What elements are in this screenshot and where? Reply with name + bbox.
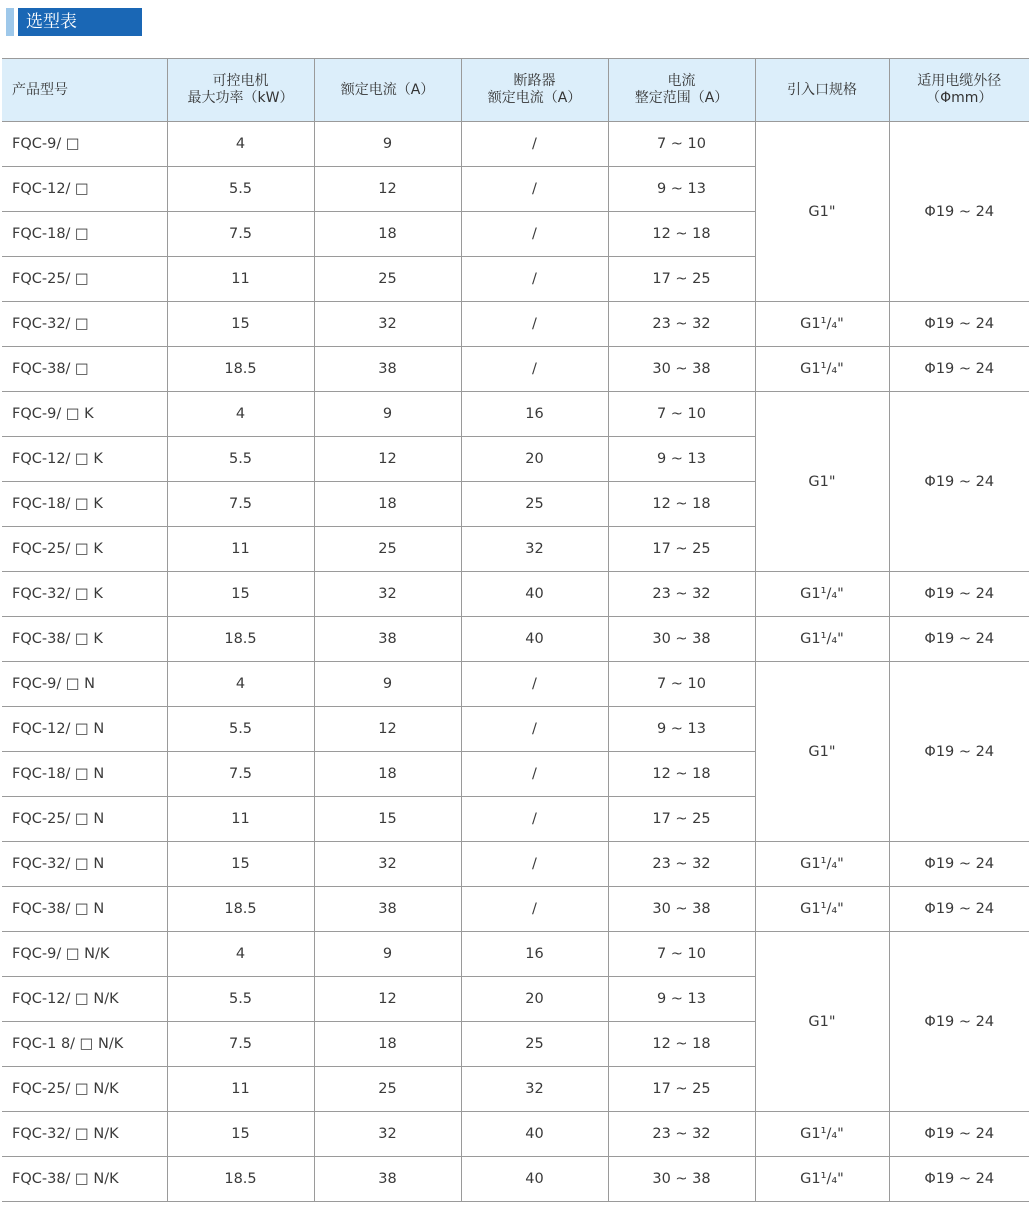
header-breaker: [461, 59, 608, 122]
cell-current: 38: [314, 887, 461, 932]
cell-power: 5.5: [167, 977, 314, 1022]
cell-breaker: /: [461, 842, 608, 887]
cell-model: FQC-12/ □: [2, 167, 167, 212]
cell-breaker: /: [461, 122, 608, 167]
cell-model: FQC-9/ □ N: [2, 662, 167, 707]
cell-current: 38: [314, 617, 461, 662]
cell-range: 9 ~ 13: [608, 437, 755, 482]
cell-breaker: /: [461, 212, 608, 257]
cell-breaker: 25: [461, 482, 608, 527]
cell-model: FQC-25/ □: [2, 257, 167, 302]
cell-range: 9 ~ 13: [608, 977, 755, 1022]
cell-model: FQC-32/ □ K: [2, 572, 167, 617]
cell-cable: Φ19 ~ 24: [889, 617, 1029, 662]
cell-model: FQC-9/ □ K: [2, 392, 167, 437]
cell-model: FQC-25/ □ N: [2, 797, 167, 842]
cell-model: FQC-12/ □ N/K: [2, 977, 167, 1022]
cell-breaker: /: [461, 752, 608, 797]
header-model: [2, 59, 167, 122]
cell-model: FQC-9/ □: [2, 122, 167, 167]
cell-current: 12: [314, 437, 461, 482]
cell-breaker: 40: [461, 572, 608, 617]
cell-power: 7.5: [167, 752, 314, 797]
cell-inlet: G1¹/₄": [755, 842, 889, 887]
table-body: [2, 122, 1029, 1202]
cell-breaker: /: [461, 707, 608, 752]
cell-power: 7.5: [167, 482, 314, 527]
header-cable-line1: 适用电缆外径: [917, 73, 1002, 89]
cell-breaker: 20: [461, 977, 608, 1022]
cell-model: FQC-25/ □ K: [2, 527, 167, 572]
selection-table: [2, 58, 1029, 1202]
cell-power: 5.5: [167, 437, 314, 482]
cell-range: 17 ~ 25: [608, 797, 755, 842]
cell-inlet: G1¹/₄": [755, 617, 889, 662]
cell-range: 12 ~ 18: [608, 752, 755, 797]
cell-model: FQC-18/ □ N: [2, 752, 167, 797]
cell-power: 7.5: [167, 212, 314, 257]
header-power-line1: 可控电机: [212, 73, 269, 89]
cell-power: 11: [167, 1067, 314, 1112]
cell-power: 5.5: [167, 167, 314, 212]
cell-power: 11: [167, 797, 314, 842]
header-range-line2: 整定范围（A）: [634, 90, 729, 106]
cell-cable: Φ19 ~ 24: [889, 887, 1029, 932]
cell-range: 9 ~ 13: [608, 707, 755, 752]
cell-range: 23 ~ 32: [608, 302, 755, 347]
cell-breaker: /: [461, 167, 608, 212]
cell-model: FQC-32/ □: [2, 302, 167, 347]
header-current: [314, 59, 461, 122]
cell-range: 17 ~ 25: [608, 527, 755, 572]
cell-current: 32: [314, 842, 461, 887]
cell-cable: Φ19 ~ 24: [889, 1157, 1029, 1202]
cell-current: 12: [314, 977, 461, 1022]
cell-current: 9: [314, 932, 461, 977]
cell-model: FQC-32/ □ N/K: [2, 1112, 167, 1157]
cell-power: 4: [167, 122, 314, 167]
cell-current: 38: [314, 347, 461, 392]
cell-breaker: 32: [461, 527, 608, 572]
cell-power: 18.5: [167, 617, 314, 662]
cell-range: 30 ~ 38: [608, 887, 755, 932]
cell-power: 18.5: [167, 347, 314, 392]
cell-current: 32: [314, 572, 461, 617]
cell-breaker: 40: [461, 1112, 608, 1157]
cell-range: 30 ~ 38: [608, 347, 755, 392]
table-row: [2, 302, 1029, 347]
cell-power: 11: [167, 527, 314, 572]
cell-breaker: 40: [461, 1157, 608, 1202]
cell-power: 4: [167, 392, 314, 437]
cell-model: FQC-38/ □ N: [2, 887, 167, 932]
cell-current: 18: [314, 212, 461, 257]
cell-model: FQC-9/ □ N/K: [2, 932, 167, 977]
cell-range: 12 ~ 18: [608, 212, 755, 257]
cell-breaker: /: [461, 347, 608, 392]
cell-range: 30 ~ 38: [608, 1157, 755, 1202]
section-title-bar: [6, 8, 142, 36]
cell-range: 30 ~ 38: [608, 617, 755, 662]
cell-range: 17 ~ 25: [608, 257, 755, 302]
cell-power: 5.5: [167, 707, 314, 752]
cell-model: FQC-38/ □: [2, 347, 167, 392]
header-row: [2, 59, 1029, 122]
cell-breaker: 32: [461, 1067, 608, 1112]
cell-power: 15: [167, 572, 314, 617]
table-row: [2, 932, 1029, 977]
cell-model: FQC-18/ □ K: [2, 482, 167, 527]
table-row: [2, 1157, 1029, 1202]
cell-cable: Φ19 ~ 24: [889, 347, 1029, 392]
cell-current: 25: [314, 527, 461, 572]
cell-cable: Φ19 ~ 24: [889, 572, 1029, 617]
cell-power: 4: [167, 662, 314, 707]
table-row: [2, 122, 1029, 167]
cell-inlet: G1¹/₄": [755, 302, 889, 347]
cell-current: 25: [314, 1067, 461, 1112]
cell-current: 12: [314, 167, 461, 212]
cell-power: 7.5: [167, 1022, 314, 1067]
cell-cable: Φ19 ~ 24: [889, 932, 1029, 1112]
header-power-line2: 最大功率（kW）: [187, 90, 294, 106]
table-row: [2, 392, 1029, 437]
table-row: [2, 572, 1029, 617]
cell-inlet: G1¹/₄": [755, 572, 889, 617]
cell-power: 15: [167, 302, 314, 347]
cell-current: 18: [314, 752, 461, 797]
cell-breaker: 25: [461, 1022, 608, 1067]
cell-inlet: G1": [755, 122, 889, 302]
section-title: 选型表: [18, 8, 142, 36]
table-row: [2, 842, 1029, 887]
cell-inlet: G1": [755, 392, 889, 572]
header-inlet: [755, 59, 889, 122]
cell-inlet: G1": [755, 932, 889, 1112]
cell-breaker: 20: [461, 437, 608, 482]
table-row: [2, 887, 1029, 932]
table-row: [2, 662, 1029, 707]
cell-current: 32: [314, 302, 461, 347]
cell-inlet: G1": [755, 662, 889, 842]
cell-range: 7 ~ 10: [608, 392, 755, 437]
cell-breaker: /: [461, 257, 608, 302]
cell-cable: Φ19 ~ 24: [889, 662, 1029, 842]
cell-range: 12 ~ 18: [608, 482, 755, 527]
cell-model: FQC-32/ □ N: [2, 842, 167, 887]
cell-current: 9: [314, 392, 461, 437]
cell-cable: Φ19 ~ 24: [889, 392, 1029, 572]
cell-power: 15: [167, 1112, 314, 1157]
cell-current: 38: [314, 1157, 461, 1202]
cell-current: 18: [314, 482, 461, 527]
cell-inlet: G1¹/₄": [755, 1112, 889, 1157]
cell-range: 17 ~ 25: [608, 1067, 755, 1112]
header-range-line1: 电流: [667, 73, 696, 89]
cell-current: 15: [314, 797, 461, 842]
cell-breaker: 40: [461, 617, 608, 662]
header-power: [167, 59, 314, 122]
header-cable: [889, 59, 1029, 122]
header-inlet-label: 引入口规格: [787, 81, 857, 98]
header-model-label: 产品型号: [12, 81, 68, 98]
cell-model: FQC-1 8/ □ N/K: [2, 1022, 167, 1067]
cell-breaker: /: [461, 662, 608, 707]
cell-breaker: 16: [461, 932, 608, 977]
cell-cable: Φ19 ~ 24: [889, 1112, 1029, 1157]
cell-breaker: /: [461, 887, 608, 932]
header-breaker-line2: 额定电流（A）: [487, 90, 582, 106]
cell-cable: Φ19 ~ 24: [889, 842, 1029, 887]
cell-range: 7 ~ 10: [608, 662, 755, 707]
table-row: [2, 1112, 1029, 1157]
cell-power: 18.5: [167, 887, 314, 932]
header-cable-line2: （Φmm）: [926, 90, 993, 106]
cell-current: 9: [314, 122, 461, 167]
cell-model: FQC-25/ □ N/K: [2, 1067, 167, 1112]
cell-model: FQC-12/ □ N: [2, 707, 167, 752]
cell-model: FQC-38/ □ N/K: [2, 1157, 167, 1202]
cell-current: 32: [314, 1112, 461, 1157]
cell-range: 12 ~ 18: [608, 1022, 755, 1067]
header-range: [608, 59, 755, 122]
title-accent-stripe: [6, 8, 14, 36]
cell-cable: Φ19 ~ 24: [889, 302, 1029, 347]
cell-power: 11: [167, 257, 314, 302]
cell-model: FQC-12/ □ K: [2, 437, 167, 482]
cell-power: 4: [167, 932, 314, 977]
table-row: [2, 617, 1029, 662]
cell-inlet: G1¹/₄": [755, 1157, 889, 1202]
cell-breaker: /: [461, 797, 608, 842]
cell-current: 25: [314, 257, 461, 302]
cell-range: 23 ~ 32: [608, 572, 755, 617]
cell-model: FQC-18/ □: [2, 212, 167, 257]
cell-range: 23 ~ 32: [608, 1112, 755, 1157]
cell-inlet: G1¹/₄": [755, 887, 889, 932]
header-current-label: 额定电流（A）: [340, 81, 435, 98]
cell-range: 23 ~ 32: [608, 842, 755, 887]
cell-current: 18: [314, 1022, 461, 1067]
cell-cable: Φ19 ~ 24: [889, 122, 1029, 302]
cell-model: FQC-38/ □ K: [2, 617, 167, 662]
cell-breaker: /: [461, 302, 608, 347]
cell-power: 18.5: [167, 1157, 314, 1202]
cell-range: 9 ~ 13: [608, 167, 755, 212]
cell-range: 7 ~ 10: [608, 122, 755, 167]
cell-power: 15: [167, 842, 314, 887]
header-breaker-line1: 断路器: [513, 73, 556, 89]
cell-breaker: 16: [461, 392, 608, 437]
cell-range: 7 ~ 10: [608, 932, 755, 977]
cell-current: 12: [314, 707, 461, 752]
cell-inlet: G1¹/₄": [755, 347, 889, 392]
table-row: [2, 347, 1029, 392]
cell-current: 9: [314, 662, 461, 707]
